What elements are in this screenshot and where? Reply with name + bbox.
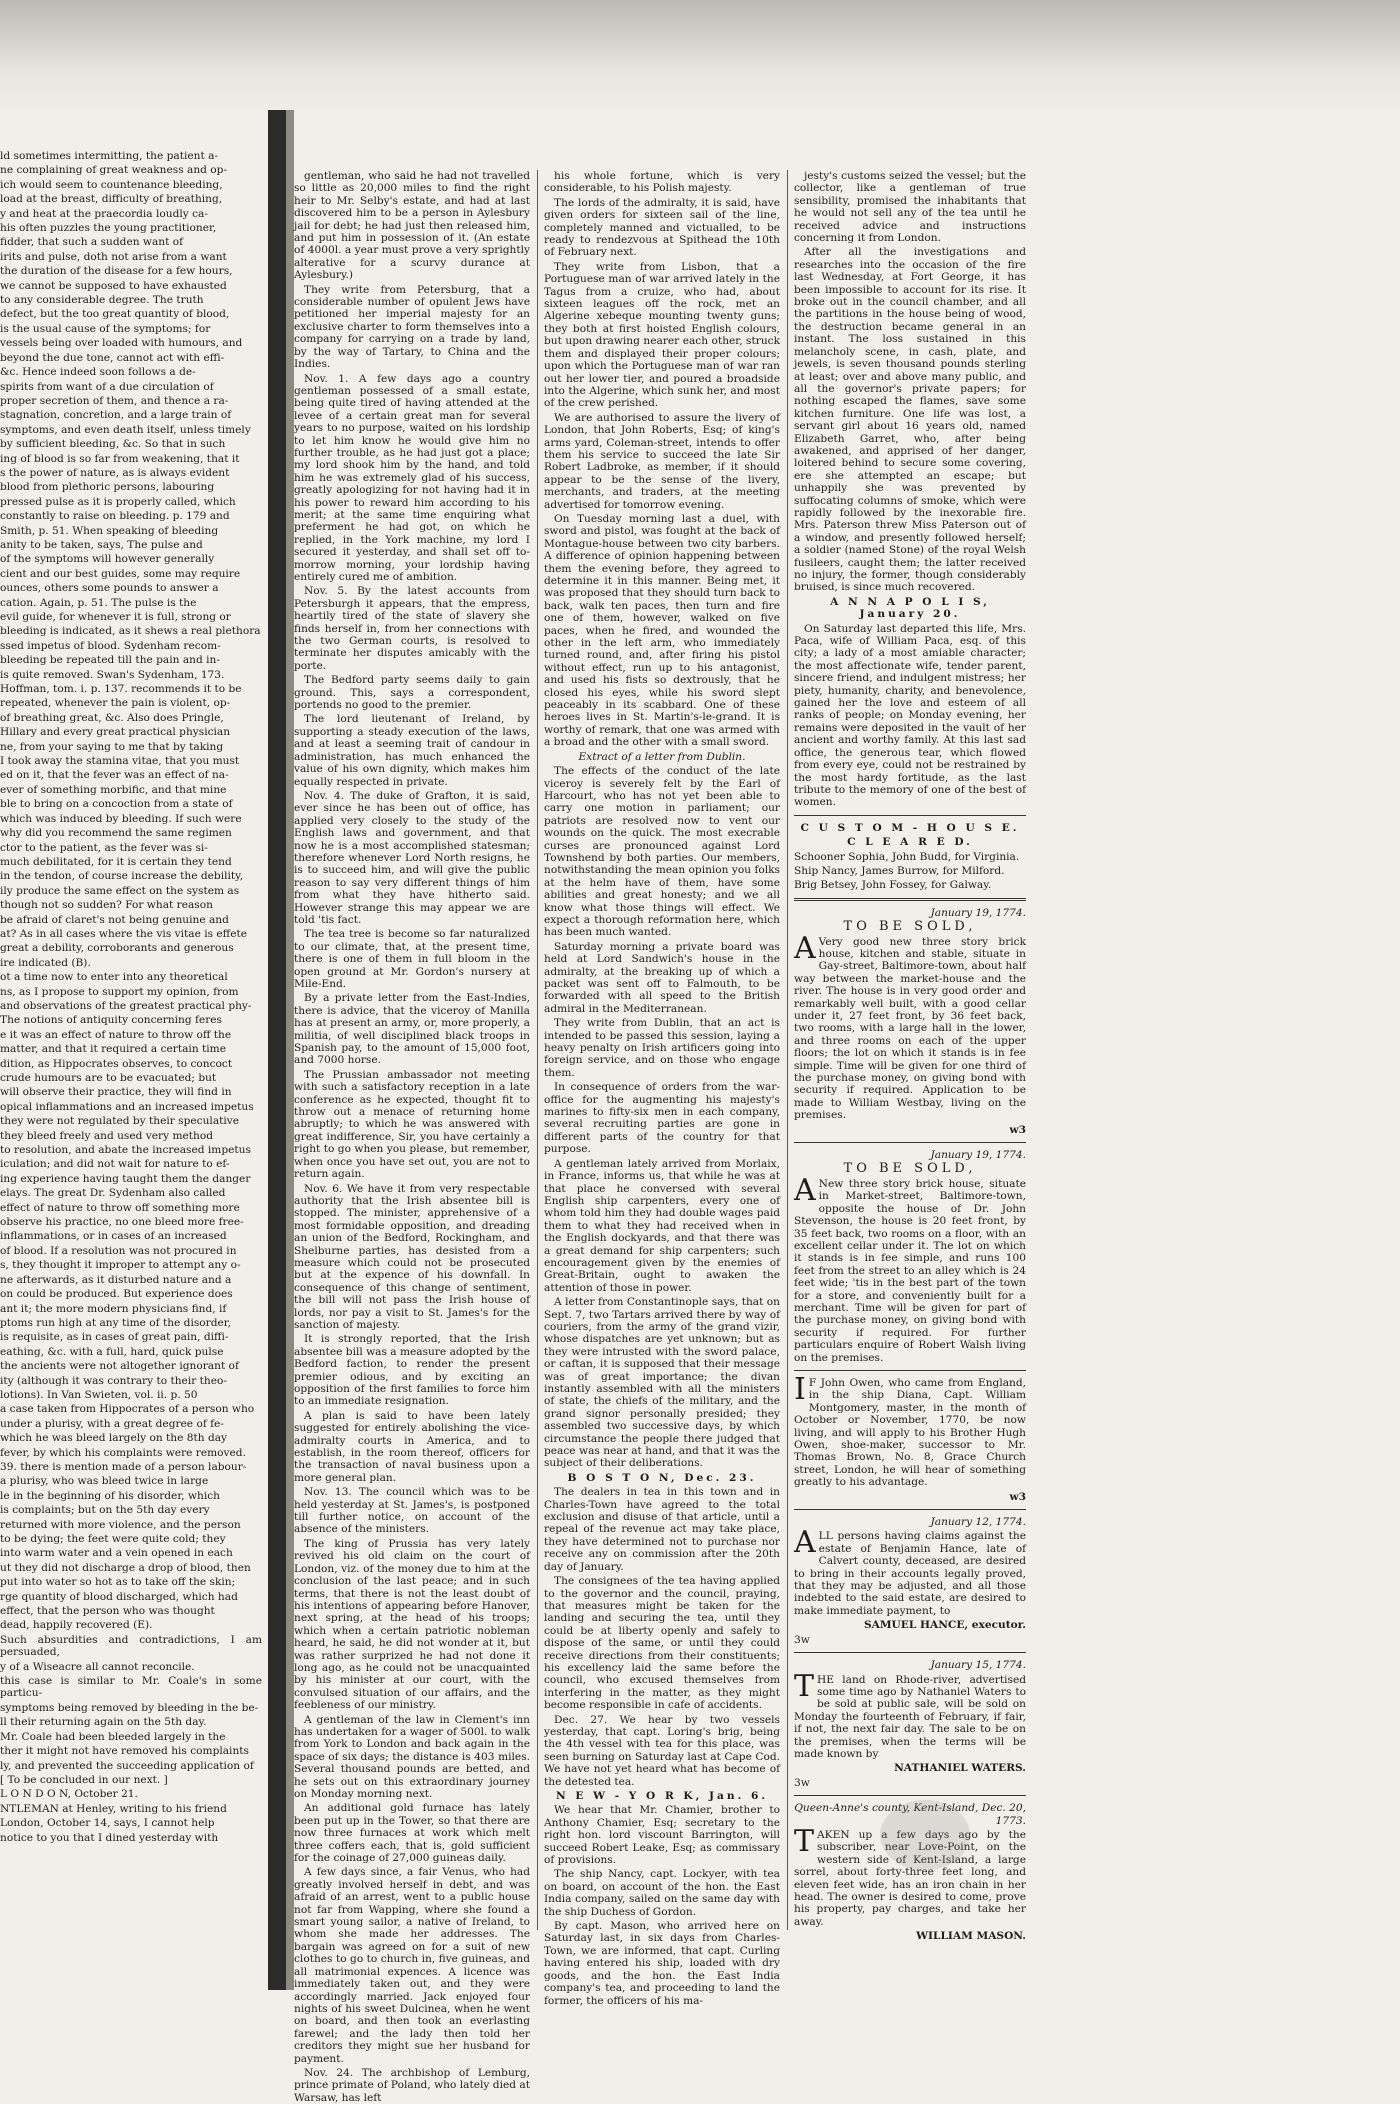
advertisement [794,1516,1026,1646]
article-paragraph: They write from Dublin, that an act is intended to be passed this session, laying a heavy penalty on Irish artificers going into foreign service, and on those who engage them. [544,1017,780,1079]
text-line: is quite removed. Swan's Sydenham, 173. [0,668,225,681]
page-gutter [268,110,286,1990]
dateline: B O S T O N, Dec. 23. [567,1471,757,1484]
drop-cap: A [794,1525,816,1561]
text-line: ich would seem to countenance bleeding, [0,178,223,191]
text-line: &c. Hence indeed soon follows a de- [0,366,196,379]
article-paragraph: The lord lieutenant of Ireland, by supporting a steady execution of the laws, and at least a seeming trait of candour in administration, has much enhanced the value of his own dignity, which makes him equally respected in private. [294,713,530,788]
text-line: to any considerable degree. The truth [0,294,204,307]
text-line: of the symptoms will however generally [0,553,215,566]
article-paragraph: The effects of the conduct of the late viceroy is severely felt by the Earl of Harcourt, who has not yet been able to carry one motion in parliament; our patriots are resolved now to vent our wounds on the quick. The most execrable curses are pronounced against Lord Townshend by both parties. Our members, notwithstanding the mean opinion you folks at the helm have of them, have some abilities and great honesty; and we all know what those things will effect. We expect a thorough reformation here, which has been much wanted. [544,765,780,939]
ink-smudge [880,1800,970,1870]
text-line: matter, and that it required a certain time [0,1043,226,1056]
text-line: will observe their practice, they will find in [0,1086,232,1099]
article-paragraph: A few days since, a fair Venus, who had greatly involved herself in debt, and was afraid of an arrest, went to a public house not far from Wapping, where she found a smart young sailor, a native of Ireland, to whom she made her addresses. The bargain was agreed on for a suit of new clothes to go to church in, five guineas, and all matrimonial expences. A licence was immediately taken out, and they were accordingly married. Jack enjoyed four nights of his sweet Dulcinea, when he went on board, and then took an everlasting farewel; and the lady then told her creditors they might sue her husband for payment. [294,1866,530,2065]
text-line: ily produce the same effect on the system as [0,884,240,897]
text-line: Smith, p. 51. When speaking of bleeding [0,524,219,537]
ad-date: Queen-Anne's county, Kent-Island, Dec. 20, 1773. [794,1802,1026,1827]
text-line: e it was an effect of nature to throw off the [0,1028,232,1041]
article-paragraph: They write from Petersburg, that a considerable number of opulent Jews have petitioned her imperial majesty for an exclusive charter to form themselves into a company for carrying on a trade by land, by the way of Tartary, to China and the Indies. [294,283,530,371]
text-line: anity to be taken, says, The pulse and [0,538,203,551]
text-line: bleeding is indicated, as it shews a real plethora [0,625,261,638]
ad-text: F John Owen, who came from England, in the ship Diana, Capt. William Montgomery, master, in the month of October or November, 1770, be now living, and will apply to his Brother Hugh Owen, shoe-maker, successor to Mr. Thomas Brown, No. 8, Grace Church street, London, he will hear of something greatly to his advantage. [794,1376,1026,1489]
section-heading-custom-house: C U S T O M - H O U S E. [800,821,1020,834]
text-line: ed on it, that the fever was an effect of na- [0,769,229,782]
text-line: ity (although it was contrary to their theo- [0,1374,227,1387]
article-paragraph: A gentleman of the law in Clement's inn has undertaken for a wager of 500l. to walk from York to London and back again in the space of six days; the distance is 403 miles. Several thousand pounds are betted, and he sets out on this extraordinary journey on Monday morning next. [294,1713,530,1800]
article-paragraph: An additional gold furnace has lately been put up in the Tower, so that there are now three furnaces at work which melt three coffers each, that is, gold sufficient for the coinage of 27,000 guineas daily. [294,1802,530,1865]
text-line: ld sometimes intermitting, the patient a- [0,150,218,162]
text-line: notice to you that I dined yesterday with [0,1831,219,1844]
text-line: by sufficient bleeding, &c. So that in such [0,438,226,451]
ad-text: AKEN up a few days ago by the subscriber, near Love-Point, on the western side of Kent-Island, a large sorrel, about forty-three feet long, and eleven feet wide, has an iron chain in her head. The owner is desired to come, prove his property, pay charges, and take her away. [794,1828,1026,1928]
text-line: repeated, whenever the pain is violent, op- [0,697,231,710]
drop-cap: A [794,930,816,966]
text-line: returned with more violence, and the person [0,1518,241,1531]
article-paragraph: The Bedford party seems daily to gain ground. This, says a correspondent, portends no good to the premier. [294,674,530,712]
text-line: defect, but the too great quantity of blood, [0,308,230,321]
ship-entry: Ship Nancy, James Burrow, for Milford. [794,864,1005,877]
text-line: stagnation, concretion, and a large train of [0,409,232,422]
text-line: ever of something morbific, and that mine [0,783,227,796]
text-line: pressed pulse as it is properly called, which [0,495,236,508]
article-paragraph: It is strongly reported, that the Irish absentee bill was a measure adopted by the Bedford faction, to render the present premier odious, and by exciting an opposition of the first families to force him to an immediate resignation. [294,1333,530,1408]
dateline-annapolis: A N N A P O L I S, January 20. [830,595,990,621]
text-line: we cannot be supposed to have exhausted [0,279,227,292]
article-paragraph: Saturday morning a private board was held at Lord Sandwich's house in the admiralty, at the breaking up of which a packet was sent off to Falmouth, to be forwarded with all speed to the British admiral in the Mediterranean. [544,940,780,1015]
article-paragraph: In consequence of orders from the war-office for the augmenting his majesty's marines to fifty-six men in each company, several recruiting parties are gone in different parts of the country for that purpose. [544,1081,780,1156]
advertisement [794,1659,1026,1789]
text-line: be afraid of claret's not being genuine and [0,913,229,926]
left-page-fragment [0,150,262,1970]
text-line: the duration of the disease for a few hours, [0,265,233,278]
ad-title: TO BE SOLD, [843,919,977,935]
text-line: great a debility, corroborants and generous [0,942,234,955]
text-line: ant it; the more modern physicians find, if [0,1302,227,1315]
newspaper-page [294,130,1334,2104]
article-paragraph: By capt. Mason, who arrived here on Saturday last, in six days from Charles-Town, we are informed, that capt. Curling having entered his ship, loaded with dry goods, and the hon. the East India company's tea, and proceeding to land the former, the officers of his ma- [544,1920,780,2007]
article-paragraph: The lords of the admiralty, it is said, have given orders for sixteen sail of the line, completely manned and victualled, to be ready to rendezvous at Spithead the 10th of February next. [544,196,780,259]
article-paragraph: By a private letter from the East-Indies, there is advice, that the viceroy of Manilla has at present an army, or, more properly, a militia, of well disciplined black troops in Spanish pay, to the amount of 15,000 foot, and 7000 horse. [294,992,530,1067]
article-paragraph: On Tuesday morning last a duel, with sword and pistol, was fought at the back of Montague-house between two city barbers. A difference of opinion happening between them the evening before, they agreed to determine it in this manner. Being met, it was proposed that they should turn back to back, walk ten paces, then turn and fire one of them, however, walked on five paces, when he fired, and wounded the other in the left arm, who immediately turned round, and, after firing his pistol without effect, run up to his antagonist, and used his fists so dextrously, that he closed his eyes, while his sword slept peaceably in its scabbard. One of these heroes lives in St. Martin's-le-grand. It is worthy of remark, that one was armed with a broad and the other with a small sword. [544,512,780,749]
article-paragraph: Nov. 1. A few days ago a country gentleman possessed of a small estate, being quite tired of having attended at the levee of a certain great man for several years to no purpose, waited on his lordship to let him know he would give him no further trouble, as he had just got a place; my lord shook him by the hand, and told him he was extremely glad of his success, greatly apologizing for not having had it in his power to reward him according to his merit; at the same time enquiring what preferment he had got, on which he replied, in the York machine, my lord I secured it yesterday, and shall set off to-morrow morning, your lordship having entirely cured me of ambition. [294,372,530,583]
article-paragraph: A gentleman lately arrived from Morlaix, in France, informs us, that while he was at that place he conversed with several English ship carpenters, every one of whom told him they had double wages paid them to what they had received when in the English dockyards, and that there was a great demand for ship carpenters; such encouragement given by the enemies of Great-Britain, ought to awaken the attention of those in power. [544,1157,780,1294]
article-paragraph: A plan is said to have been lately suggested for entirely abolishing the vice-admiralty courts in America, and to establish, in the room thereof, officers for the transaction of naval business upon a more general plan. [294,1409,530,1484]
text-line: Such absurdities and contradictions, I am persuaded, [0,1633,262,1659]
text-line: The notions of antiquity concerning feres [0,1014,222,1027]
page-gutter-shadow [286,110,294,1990]
ad-mark: w3 [1009,1123,1026,1136]
text-line: in the tendon, of course increase the debility, [0,870,244,883]
article-paragraph: Nov. 6. We have it from very respectable authority that the Irish absentee bill is stopped. The minister, apprehensive of a most formidable opposition, and dreading an union of the Bedford, Rockingham, and Shelburne parties, has desisted from a measure which could not be prosecuted but at the expence of his downfall. In consequence of this change of sentiment, the bill will not pass the Irish house of lords, nor pay a visit to St. James's for the sanction of majesty. [294,1182,530,1331]
text-line: ns, as I propose to support my opinion, from [0,985,239,998]
ad-signature: WILLIAM MASON. [916,1930,1026,1943]
ad-text: New three story brick house, situate in Market-street, Baltimore-town, opposite the house of Dr. John Stevenson, the house is 20 feet front, by 35 feet back, two rooms on a floor, with an excellent cellar under it. The lot on which it stands is in fee simple, and runs 100 feet from the street to an alley which is 24 feet wide; 'tis in the best part of the town for a store, and conveniently built for a merchant. Time will be given for part of the purchase money, on giving bond with security if required. For further particulars enquire of Robert Walsh living on the premises. [794,1177,1026,1364]
article-paragraph: his whole fortune, which is very considerable, to his Polish majesty. [544,170,780,195]
text-line: ne afterwards, as it disturbed nature and a [0,1273,232,1286]
article-paragraph: jesty's customs seized the vessel; but the collector, like a gentleman of true sensibility, promised the inhabitants that he would not sell any of the tea until he received advice and instructions concerning it from London. [794,170,1026,245]
text-line: vessels being over loaded with humours, and [0,337,243,350]
text-line: fever, by which his complaints were removed. [0,1446,246,1459]
text-line: of breathing great, &c. Also does Pringle, [0,711,224,724]
text-line: s the power of nature, as is always evident [0,466,230,479]
column-2 [544,170,780,2007]
text-line: which was induced by bleeding. If such were [0,812,242,825]
text-line: symptoms being removed by bleeding in the be- [0,1701,259,1714]
article-paragraph: gentleman, who said he had not travelled so little as 20,000 miles to find the right heir to Mr. Selby's estate, and had at last discovered him to be a person in Aylesbury jail for debt; he had just then released him, and put him in possession of it. (An estate of 4000l. a year must prove a very sprightly alterative for a scurvy durance at Aylesbury.) [294,170,530,282]
text-line: spirits from want of a due circulation of [0,380,214,393]
text-line: fidder, that such a sudden want of [0,236,184,249]
article-paragraph: After all the investigations and researches into the occasion of the fire last Wednesday, at Fort George, it has been impossible to account for its rise. It broke out in the council chamber, and all the partitions in the house being of wood, the destruction became general in an instant. The loss sustained in this melancholy scene, in cash, plate, and jewels, is seven thousand pounds sterling at least; over and above many public, and all the governor's private papers; for nothing escaped the flames, save some kitchen furniture. One life was lost, a servant girl about 16 years old, named Elizabeth Garret, who, after being awakened, and apprised of her danger, loitered behind to secure some covering, ere she attempted an escape; but unhappily she was prevented by suffocating columns of smoke, which were rapidly followed by the inexorable fire. Mrs. Paterson threw Miss Paterson out of a window, and presently followed herself; a soldier (named Stone) of the royal Welsh fusileers, caught them; the latter received no injury, the former, though considerably bruised, is since much recovered. [794,246,1026,594]
ad-text: LL persons having claims against the estate of Benjamin Hance, late of Calvert county, deceased, are desired to bring in their accounts legally proved, that they may be adjusted, and all those indebted to the said estate, are desired to make immediate payment, to [794,1530,1026,1617]
text-line: I took away the stamina vitae, that you must [0,755,240,768]
text-line: under a plurisy, with a great degree of fe- [0,1417,224,1430]
text-line: NTLEMAN at Henley, writing to his friend [0,1802,227,1815]
ad-mark: w3 [1009,1490,1026,1503]
text-line: though not so sudden? For what reason [0,899,213,912]
text-line: effect, that the person who was thought [0,1605,215,1618]
article-paragraph: The Prussian ambassador not meeting with such a satisfactory reception in a late conference as he expected, thought fit to throw out a menace of returning home abruptly; to which he was answered with great indifference, Sir, you have certainly a right to go when you please, but remember, when once you have set out, you are not to return again. [294,1068,530,1181]
text-line: ptoms run high at any time of the disorder, [0,1316,232,1329]
article-paragraph: A letter from Constantinople says, that on Sept. 7, two Tartars arrived there by way of couriers, from the army of the grand vizir, whose dispatches are yet unknown; but as they were intrusted with the sword palace, or caftan, it is supposed that their message was of great importance; the divan instantly assembled with all the ministers of state, the chiefs of the military, and the grand signor personally presided; they assembled two successive days, by which circumstance the people there judged that peace was near at hand, and that it was the subject of their deliberations. [544,1296,780,1470]
article-paragraph: Nov. 24. The archbishop of Lemburg, prince primate of Poland, who lately died at Warsaw, has left [294,2066,530,2104]
text-line: elays. The great Dr. Sydenham also called [0,1187,226,1200]
ad-signature: SAMUEL HANCE, executor. [863,1619,1026,1632]
text-line: ther it might not have removed his complaints [0,1745,249,1758]
text-line: proper secretion of them, and thence a ra- [0,394,229,407]
article-paragraph: The tea tree is become so far naturalized to our climate, that, at the present time, there is one of them in full bloom in the open ground at Mr. Gordon's nursery at Mile-End. [294,928,530,990]
text-line: London, October 14, says, I cannot help [0,1817,215,1830]
text-line: irits and pulse, doth not arise from a want [0,250,227,263]
text-line: blood from plethoric persons, labouring [0,481,215,494]
ad-mark: 3w [794,1776,810,1789]
text-line: ne, from your saying to me that by taking [0,740,224,753]
text-line: this case is similar to Mr. Coale's in some particu- [0,1675,262,1700]
text-line: Hoffman, tom. i. p. 137. recommends it to be [0,683,242,696]
text-line: [ To be concluded in our next. ] [0,1773,168,1786]
text-line: the ancients were not altogether ignorant of [0,1360,239,1373]
text-line: y of a Wiseacre all cannot reconcile. [0,1660,195,1673]
ad-title: TO BE SOLD, [843,1161,977,1177]
drop-cap: A [794,1172,816,1208]
text-line: at? As in all cases where the vis vitae is effete [0,927,247,940]
text-line: much debilitated, for it is certain they tend [0,855,232,868]
text-line: effect of nature to throw off something more [0,1201,240,1214]
text-line: ctor to the patient, as the fever was si- [0,841,208,854]
scan-shadow [0,0,1400,120]
column-rule [537,170,538,1930]
text-line: of blood. If a resolution was not procured in [0,1244,237,1257]
article-paragraph: We are authorised to assure the livery of London, that John Roberts, Esq; of king's arms yard, Coleman-street, intends to offer them his service to succeed the late Sir Robert Ladbroke, as member, if it should appear to be the sense of the livery, merchants, and traders, at the meeting advertised for tomorrow evening. [544,411,780,511]
text-line: observe his practice, no one bleed more free- [0,1216,244,1229]
article-paragraph: On Saturday last departed this life, Mrs. Paca, wife of William Paca, esq. of this city; a lady of a most amiable character; the most affectionate wife, tender parent, sincere friend, and indulgent mistress; her piety, humanity, charity, and benevolence, gained her the love and esteem of all ranks of people; on Monday evening, her remains were deposited in the vault of her ancient and worthy family. At this last sad office, the generous tear, which flowed from every eye, could not be restrained by the most hardy fortitude, as the last tribute to the memory of one of the best of women. [794,622,1026,809]
text-line: dead, happily recovered (E). [0,1619,153,1632]
text-line: put into water so hot as to take off the skin; [0,1576,236,1589]
text-line: to be dying; the feet were quite cold; they [0,1533,226,1545]
article-paragraph: Dec. 27. We hear by two vessels yesterday, that capt. Loring's brig, being the 4th vessel with tea for this place, was seen burning on Saturday last at Cape Cod. We have not yet heard what has become of the detested tea. [544,1713,780,1788]
article-paragraph: The king of Prussia has very lately revived his old claim on the court of London, viz. of the money due to him at the conclusion of the last peace; and in such terms, that there is not the least doubt of his intentions of appearing before Hanover, next spring, at the head of his troops; which when a certain patriotic nobleman heard, he said, he did not wonder at it, but was rather surprized he had not done it long ago, as he could not be unacquainted by his minister at our court, with the convulsed situation of our affairs, and the feebleness of our ministry. [294,1537,530,1712]
text-line: ut they did not discharge a drop of blood, then [0,1561,251,1574]
text-line: cation. Again, p. 51. The pulse is the [0,596,197,609]
text-line: ll their returning again on the 5th day. [0,1716,207,1729]
text-line: inflammations, or in cases of an increased [0,1230,227,1243]
text-line: ly, and prevented the succeeding application of [0,1759,254,1772]
text-line: ne complaining of great weakness and op- [0,164,228,177]
text-line: they were not regulated by their speculative [0,1115,240,1128]
text-line: ble to bring on a concoction from a state of [0,798,233,811]
text-line: constantly to raise on bleeding. p. 179 and [0,510,230,523]
ship-entry: Schooner Sophia, John Budd, for Virginia. [794,850,1020,863]
text-line: dition, as Hippocrates observes, to concoct [0,1057,233,1070]
text-line: into warm water and a vein opened in each [0,1547,233,1560]
advertisement [794,1149,1026,1364]
text-line: and observations of the greatest practical phy- [0,999,252,1012]
text-line: Hillary and every great practical physician [0,726,231,739]
text-line: his often puzzles the young practitioner, [0,222,217,235]
text-line: L O N D O N, October 21. [0,1788,138,1801]
text-line: y and heat at the praecordia loudly ca- [0,207,208,220]
ad-text: Very good new three story brick house, kitchen and stable, situate in Gay-street, Baltimore-town, about half way between the market-house and the river. The house is in very good order and remarkably well built, with a good cellar under it, 27 feet front, by 36 feet back, two rooms, with a large hall in the lower, and three rooms on each of the upper floors; the lot on which it stands is in fee simple. Time will be given for one third of the purchase money, on giving bond with security if required. Application to be made to William Westbay, living on the premises. [794,935,1026,1122]
column-1 [294,170,530,2104]
drop-cap: T [794,1823,815,1859]
text-line: ot a time now to enter into any theoretical [0,971,228,984]
text-line: a plurisy, who was bleed twice in large [0,1475,209,1488]
ad-mark: 3w [794,1633,810,1646]
article-paragraph: The consignees of the tea having applied to the governor and the council, praying, that measures might be taken for the landing and securing the tea, until they could be at liberty openly and safely to dispose of the same, or until they could receive directions from their constituents; his excellency laid the same before the council, who excused themselves from interfering in the matter, as they might become responsible in cafe of accidents. [544,1575,780,1712]
text-line: rge quantity of blood discharged, which had [0,1590,238,1603]
text-line: ssed impetus of blood. Sydenham recom- [0,639,221,652]
text-line: evil guide, for whenever it is full, strong or [0,611,231,623]
article-paragraph: Nov. 13. The council which was to be held yesterday at St. James's, is postponed till further notice, on account of the absence of the ministers. [294,1486,530,1536]
article-paragraph: They write from Lisbon, that a Portuguese man of war arrived lately in the Tagus from a cruize, who had, about sixteen leagues off the rock, met an Algerine xebeque mounting twenty guns; they both at first hoisted English colours, but upon drawing nearer each other, struck them and displayed their proper colours; upon which the Portuguese man of war ran out her lower tier, and poured a broadside into the Algerine, which sunk her, and most of the crew perished. [544,260,780,410]
text-line: ing of blood is so far from weakening, that it [0,452,240,465]
text-line: iculation; and did not wait for nature to ef- [0,1158,230,1171]
text-line: opical inflammations and an increased impetus [0,1100,254,1113]
advertisement [794,1371,1026,1503]
text-line: ire indicated (B). [0,956,91,969]
section-heading-cleared: C L E A R E D. [847,836,973,849]
text-line: which he was bleed largely on the 8th day [0,1432,228,1445]
text-line: to resolution, and abate the increased impetus [0,1144,251,1157]
text-line: cient and our best guides, some may require [0,567,241,580]
text-line: 39. there is mention made of a person labour- [0,1460,247,1473]
text-line: s, they thought it improper to attempt any o- [0,1259,241,1272]
text-line: why did you recommend the same regimen [0,827,232,840]
text-line: ounces, others some pounds to answer a [0,582,219,595]
text-line: le in the beginning of his disorder, which [0,1489,220,1502]
text-line: is requisite, as in cases of great pain, diffi- [0,1331,229,1344]
advertisement [794,907,1026,1136]
text-line: ing experience having taught them the danger [0,1172,251,1185]
article-paragraph: Nov. 5. By the latest accounts from Petersburgh it appears, that the empress, heartily tired of the state of slavery she finds herself in, from her connections with the two German courts, is resolved to terminate her disputes amicably with the porte. [294,585,530,672]
drop-cap: I [794,1371,806,1407]
article-paragraph: We hear that Mr. Chamier, brother to Anthony Chamier, Esq; secretary to the right hon. lord viscount Barrington, will succeed Robert Leake, Esq; as commissary of provisions. [544,1804,780,1867]
text-line: is complaints; but on the 5th day every [0,1504,210,1517]
column-3 [794,170,1026,1943]
text-line: they bleed freely and used very method [0,1129,214,1142]
dateline: N E W - Y O R K, Jan. 6. [555,1790,769,1802]
column-rule [787,170,788,1930]
text-line: on could be produced. But experience does [0,1288,233,1301]
ad-date: January 19, 1774. [930,1149,1026,1162]
article-paragraph: Nov. 4. The duke of Grafton, it is said, ever since he has been out of office, has applied very closely to the study of the English laws and government, and that now he is a most accomplished statesman; therefore whenever Lord North resigns, he is to succeed him, and will give the public reason to say very different things of him from what they have hitherto said. However strange this may appear we are told 'tis fact. [294,789,530,926]
text-line: is the usual cause of the symptoms; for [0,322,211,335]
ad-date: January 15, 1774. [930,1659,1026,1672]
text-line: bleeding be repeated till the pain and in- [0,654,220,667]
ad-date: January 12, 1774. [930,1516,1026,1529]
text-line: a case taken from Hippocrates of a person who [0,1403,255,1416]
text-line: crude humours are to be evacuated; but [0,1072,217,1084]
ad-date: January 19, 1774. [930,906,1026,919]
text-line: eathing, &c. with a full, hard, quick pulse [0,1345,224,1358]
text-line: Mr. Coale had been bleeded largely in the [0,1730,226,1743]
text-line: lotions). In Van Swieten, vol. ii. p. 50 [0,1388,198,1401]
ad-text: HE land on Rhode-river, advertised some time ago by Nathaniel Waters to be sold at public sale, will be sold on Monday the fourteenth of February, if fair, if not, the next fair day. The sale to be on the premises, when the terms will be made known by [794,1673,1026,1760]
drop-cap: T [794,1668,815,1704]
text-line: symptoms, and even death itself, unless timely [0,423,251,436]
article-paragraph: The dealers in tea in this town and in Charles-Town have agreed to the total exclusion and disuse of that article, until a repeal of the revenue act may take place, they have determined not to purchase nor receive any on commission after the 20th day of January. [544,1486,780,1573]
text-line: beyond the due tone, cannot act with effi- [0,351,225,364]
text-line: load at the breast, difficulty of breathing, [0,193,223,206]
section-heading: Extract of a letter from Dublin. [578,750,746,763]
article-paragraph: The ship Nancy, capt. Lockyer, with tea on board, on account of the hon. the East India company, sailed on the same day with the ship Duchess of Gordon. [544,1868,780,1918]
ad-signature: NATHANIEL WATERS. [894,1762,1026,1775]
ship-entry: Brig Betsey, John Fossey, for Galway. [794,879,992,892]
